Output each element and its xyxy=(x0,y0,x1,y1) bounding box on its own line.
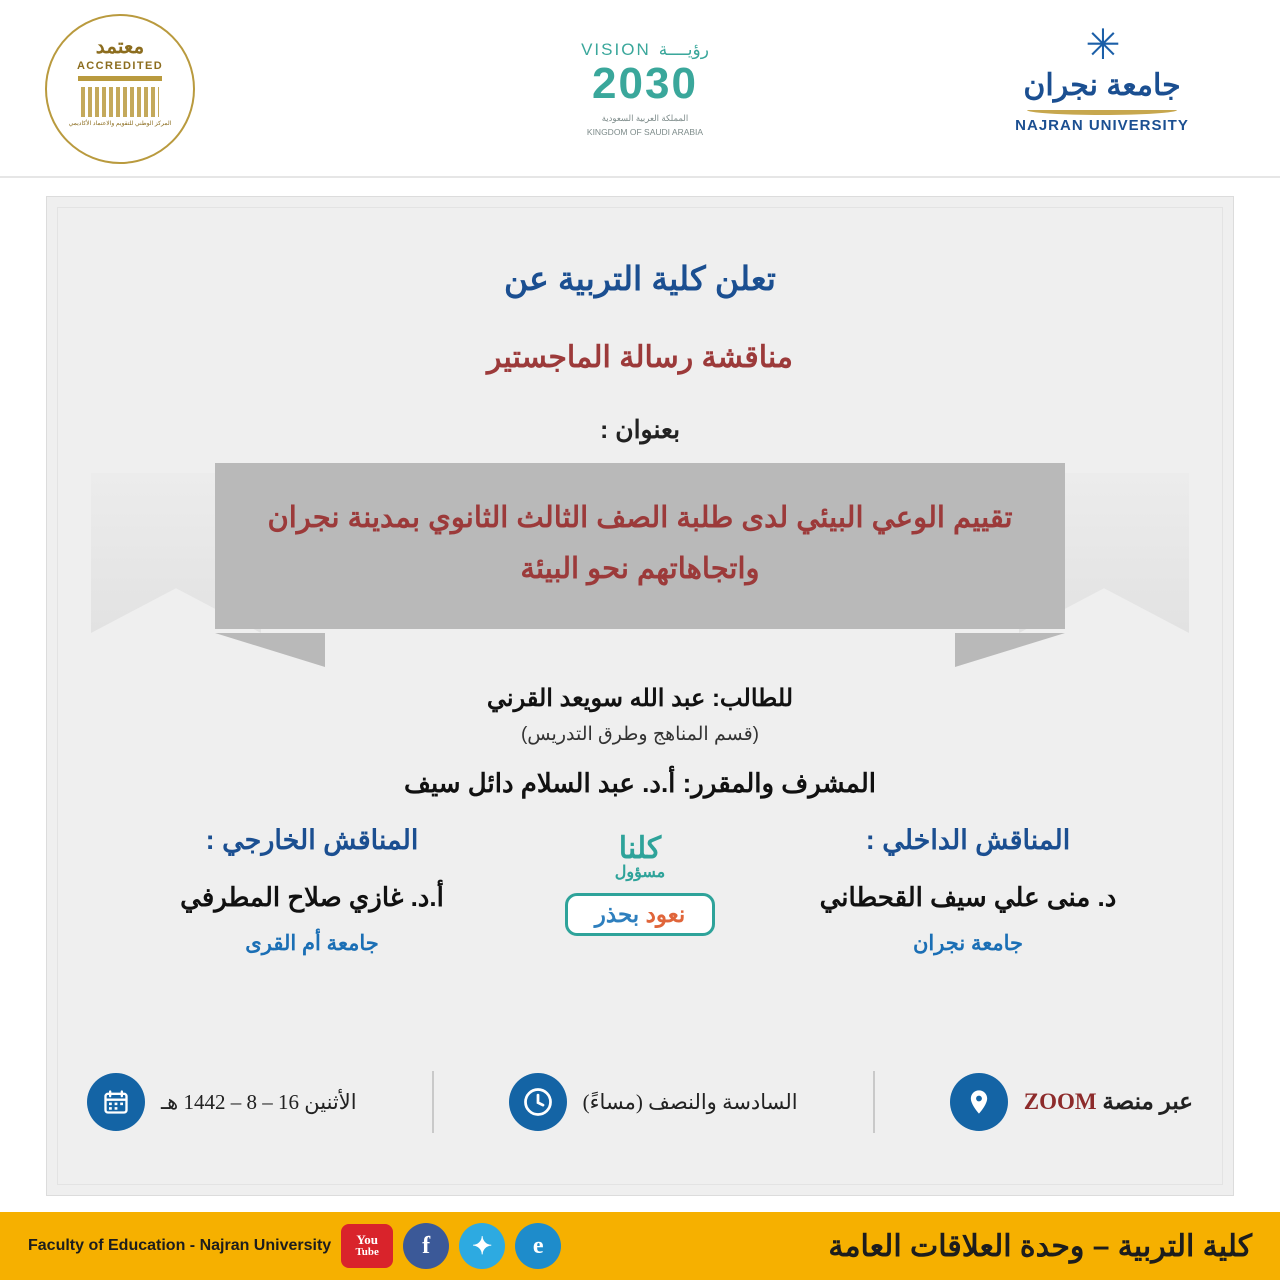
ribbon-fold-left xyxy=(215,633,325,667)
supervisor-name: المشرف والمقرر: أ.د. عبد السلام دائل سيف xyxy=(404,768,876,798)
internal-examiner xyxy=(773,825,1163,956)
thesis-title-line-2: واتجاهاتهم نحو البيئة xyxy=(520,552,760,585)
place-platform: ZOOM xyxy=(1023,1089,1097,1114)
thesis-title-ribbon xyxy=(47,463,1233,678)
external-examiner-role: المناقش الخارجي : xyxy=(205,825,419,855)
footer-arabic-text: كلية التربية – وحدة العلاقات العامة xyxy=(828,1229,1252,1263)
kullona-line-2: مسؤول xyxy=(614,863,666,881)
calendar-icon xyxy=(87,1073,145,1131)
vision-kingdom-ar: المملكة العربية السعودية xyxy=(601,113,689,123)
youtube-icon[interactable]: You Tube xyxy=(341,1224,393,1268)
twitter-icon[interactable]: ✦ xyxy=(459,1223,505,1269)
kullona-line-1: كلنا xyxy=(618,832,662,865)
accreditation-pattern xyxy=(81,87,159,117)
examiners-row xyxy=(47,825,1233,956)
info-time xyxy=(509,1073,798,1131)
external-examiner xyxy=(117,825,507,956)
footer-social-group xyxy=(28,1223,561,1269)
ribbon-body xyxy=(215,463,1065,629)
poster-header xyxy=(0,0,1280,178)
accreditation-seal xyxy=(45,14,195,164)
info-date xyxy=(87,1073,357,1131)
internal-examiner-role: المناقش الداخلي : xyxy=(865,825,1071,855)
place-prefix: عبر منصة xyxy=(1102,1089,1193,1114)
edge-browser-icon[interactable]: e xyxy=(515,1223,561,1269)
vision-2030-logo xyxy=(560,40,730,139)
announcement-line-1: تعلن كلية التربية عن xyxy=(504,260,776,297)
student-name: للطالب: عبد الله سويعد القرني xyxy=(486,685,794,712)
internal-examiner-university: جامعة نجران xyxy=(912,932,1024,955)
najran-university-logo xyxy=(972,21,1232,134)
accreditation-english: ACCREDITED xyxy=(76,60,164,72)
event-info-strip xyxy=(87,1071,1193,1133)
vision-year: 2030 xyxy=(592,59,698,108)
info-divider-2 xyxy=(432,1071,434,1133)
place-text xyxy=(1024,1089,1193,1115)
internal-examiner-name: د. منى علي سيف القحطاني xyxy=(819,882,1117,912)
covid-awareness-badge xyxy=(550,829,730,936)
info-divider-1 xyxy=(873,1071,875,1133)
info-place xyxy=(950,1073,1193,1131)
announcement-line-2: مناقشة رسالة الماجستير xyxy=(486,341,794,374)
date-text: الأثنين 16 – 8 – 1442 هـ xyxy=(161,1089,357,1114)
naod-word-b: بحذر xyxy=(594,901,640,928)
naod-bihathar-logo xyxy=(565,893,715,936)
star-icon: ✳ xyxy=(1085,21,1119,68)
poster-footer xyxy=(0,1212,1280,1280)
external-examiner-name: أ.د. غازي صلاح المطرفي xyxy=(180,882,444,912)
university-name-ar: جامعة نجران xyxy=(1023,69,1181,102)
naod-word-a: نعود xyxy=(645,901,686,928)
announcement-panel xyxy=(46,196,1234,1196)
accreditation-subtitle: المركز الوطني للتقويم والاعتماد الأكاديمي xyxy=(68,121,172,127)
thesis-title-line-1: تقييم الوعي البيئي لدى طلبة الصف الثالث الثانوي بمدينة نجران xyxy=(267,502,1013,534)
time-text: السادسة والنصف (مساءً) xyxy=(582,1089,798,1114)
accreditation-arabic: معتمد xyxy=(95,36,145,58)
vision-word-ar: رؤيــــة xyxy=(658,40,709,59)
ribbon-fold-right xyxy=(955,633,1065,667)
vision-kingdom-en: KINGDOM OF SAUDI ARABIA xyxy=(586,126,704,137)
university-name-en: NAJRAN UNIVERSITY xyxy=(1015,117,1189,134)
location-pin-icon xyxy=(950,1073,1008,1131)
clock-icon xyxy=(509,1073,567,1131)
facebook-icon[interactable]: f xyxy=(403,1223,449,1269)
department-name: (قسم المناهج وطرق التدريس) xyxy=(520,724,759,745)
footer-english-text: Faculty of Education - Najran University xyxy=(28,1237,332,1254)
announcement-line-3: بعنوان : xyxy=(599,416,681,444)
accreditation-bar xyxy=(78,76,162,81)
logo-swoosh xyxy=(1027,105,1177,115)
kullona-masoul-logo xyxy=(601,829,679,885)
external-examiner-university: جامعة أم القرى xyxy=(245,932,379,955)
vision-word-en: VISION xyxy=(581,40,651,59)
